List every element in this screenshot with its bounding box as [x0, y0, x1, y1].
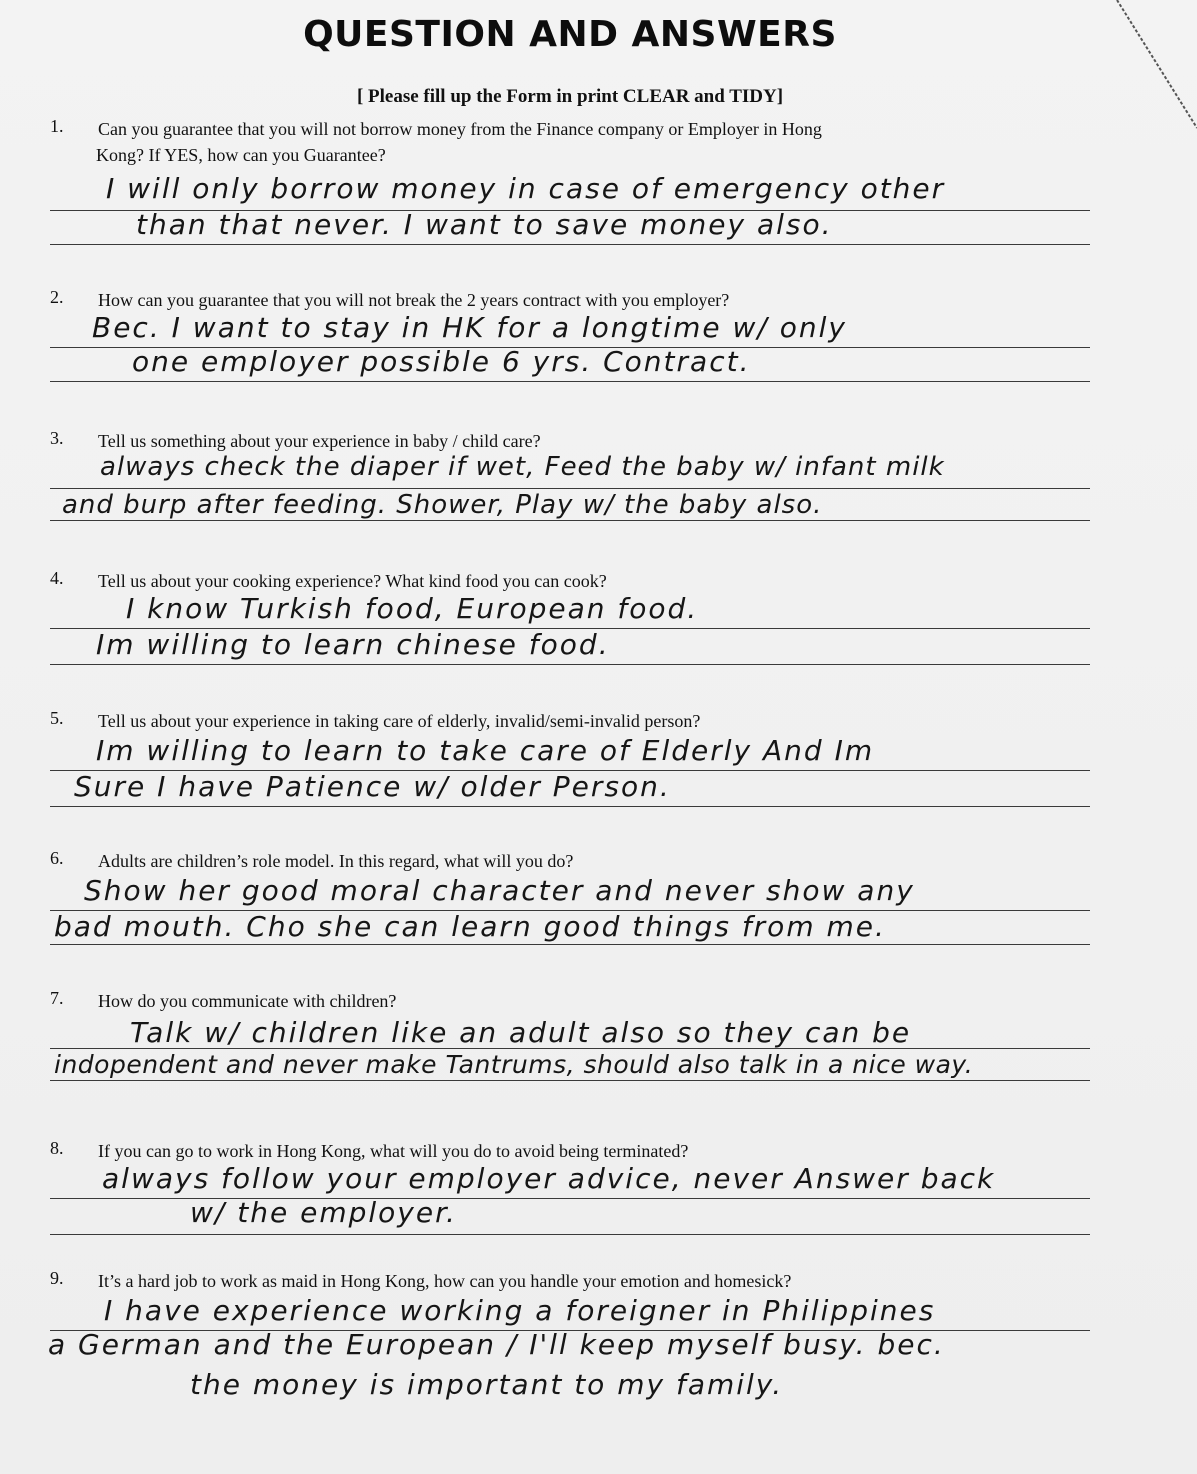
answer-line-1: Bec. I want to stay in HK for a longtime w/ only	[92, 311, 847, 344]
question-text: Adults are children’s role model. In this regard, what will you do?	[98, 851, 574, 871]
question-number: 5.	[50, 708, 64, 728]
question-number: 1.	[50, 116, 64, 136]
answer-rule	[50, 1080, 1090, 1081]
answer-rule	[50, 1048, 1090, 1049]
answer-line-1: Show her good moral character and never show any	[84, 874, 915, 907]
question-text: It’s a hard job to work as maid in Hong Kong, how can you handle your emotion and homesick?	[98, 1271, 792, 1291]
answer-line-1: I will only borrow money in case of emergency other	[106, 172, 946, 205]
question-number: 8.	[50, 1138, 64, 1158]
answer-line-1: Im willing to learn to take care of Elderly And Im	[96, 734, 875, 767]
answer-rule	[50, 488, 1090, 489]
form-instructions: [ Please fill up the Form in print CLEAR and TIDY]	[356, 86, 784, 107]
answer-line-1: I have experience working a foreigner in Philippines	[104, 1294, 936, 1327]
question-text: How can you guarantee that you will not break the 2 years contract with you employer?	[98, 290, 730, 310]
answer-line-2: Im willing to learn chinese food.	[96, 628, 610, 661]
answer-rule	[50, 244, 1090, 245]
answer-line-2: bad mouth. Cho she can learn good things from me.	[54, 910, 886, 943]
answer-rule	[50, 664, 1090, 665]
answer-rule	[50, 520, 1090, 521]
question-number: 3.	[50, 428, 64, 448]
answer-line-1: always check the diaper if wet, Feed the baby w/ infant milk	[100, 452, 945, 482]
answer-line-2: and burp after feeding. Shower, Play w/ the baby also.	[62, 490, 823, 520]
question-number: 2.	[50, 287, 64, 307]
question-text: If you can go to work in Hong Kong, what will you do to avoid being terminated?	[98, 1141, 689, 1161]
question-text: How do you communicate with children?	[98, 991, 397, 1011]
question-number: 7.	[50, 988, 64, 1008]
page-title: QUESTION AND ANSWERS	[303, 14, 837, 55]
answer-rule	[50, 806, 1090, 807]
answer-line-2: w/ the employer.	[190, 1196, 457, 1229]
answer-line-3: the money is important to my family.	[190, 1368, 784, 1401]
answer-rule	[50, 944, 1090, 945]
answer-rule	[50, 381, 1090, 382]
answer-line-2: indopendent and never make Tantrums, should also talk in a nice way.	[54, 1050, 974, 1079]
question-text: Can you guarantee that you will not borrow money from the Finance company or Employer in Hong Kong? If YES, how can you Guarantee?	[96, 119, 822, 165]
answer-line-2: Sure I have Patience w/ older Person.	[74, 770, 671, 803]
answer-line-2: one employer possible 6 yrs. Contract.	[132, 345, 751, 378]
answer-line-2: a German and the European / I'll keep myself busy. bec.	[48, 1328, 945, 1361]
answer-line-1: always follow your employer advice, never Answer back	[102, 1162, 996, 1195]
answer-rule	[50, 1234, 1090, 1235]
answer-line-1: I know Turkish food, European food.	[126, 592, 699, 625]
question-text: Tell us about your cooking experience? What kind food you can cook?	[98, 571, 607, 591]
answer-line-1: Talk w/ children like an adult also so they can be	[130, 1016, 912, 1049]
question-text: Tell us about your experience in taking care of elderly, invalid/semi-invalid person?	[98, 711, 701, 731]
question-number: 6.	[50, 848, 64, 868]
question-number: 4.	[50, 568, 64, 588]
answer-line-2: than that never. I want to save money also.	[136, 208, 833, 241]
question-text: Tell us something about your experience in baby / child care?	[98, 431, 541, 451]
question-number: 9.	[50, 1268, 64, 1288]
